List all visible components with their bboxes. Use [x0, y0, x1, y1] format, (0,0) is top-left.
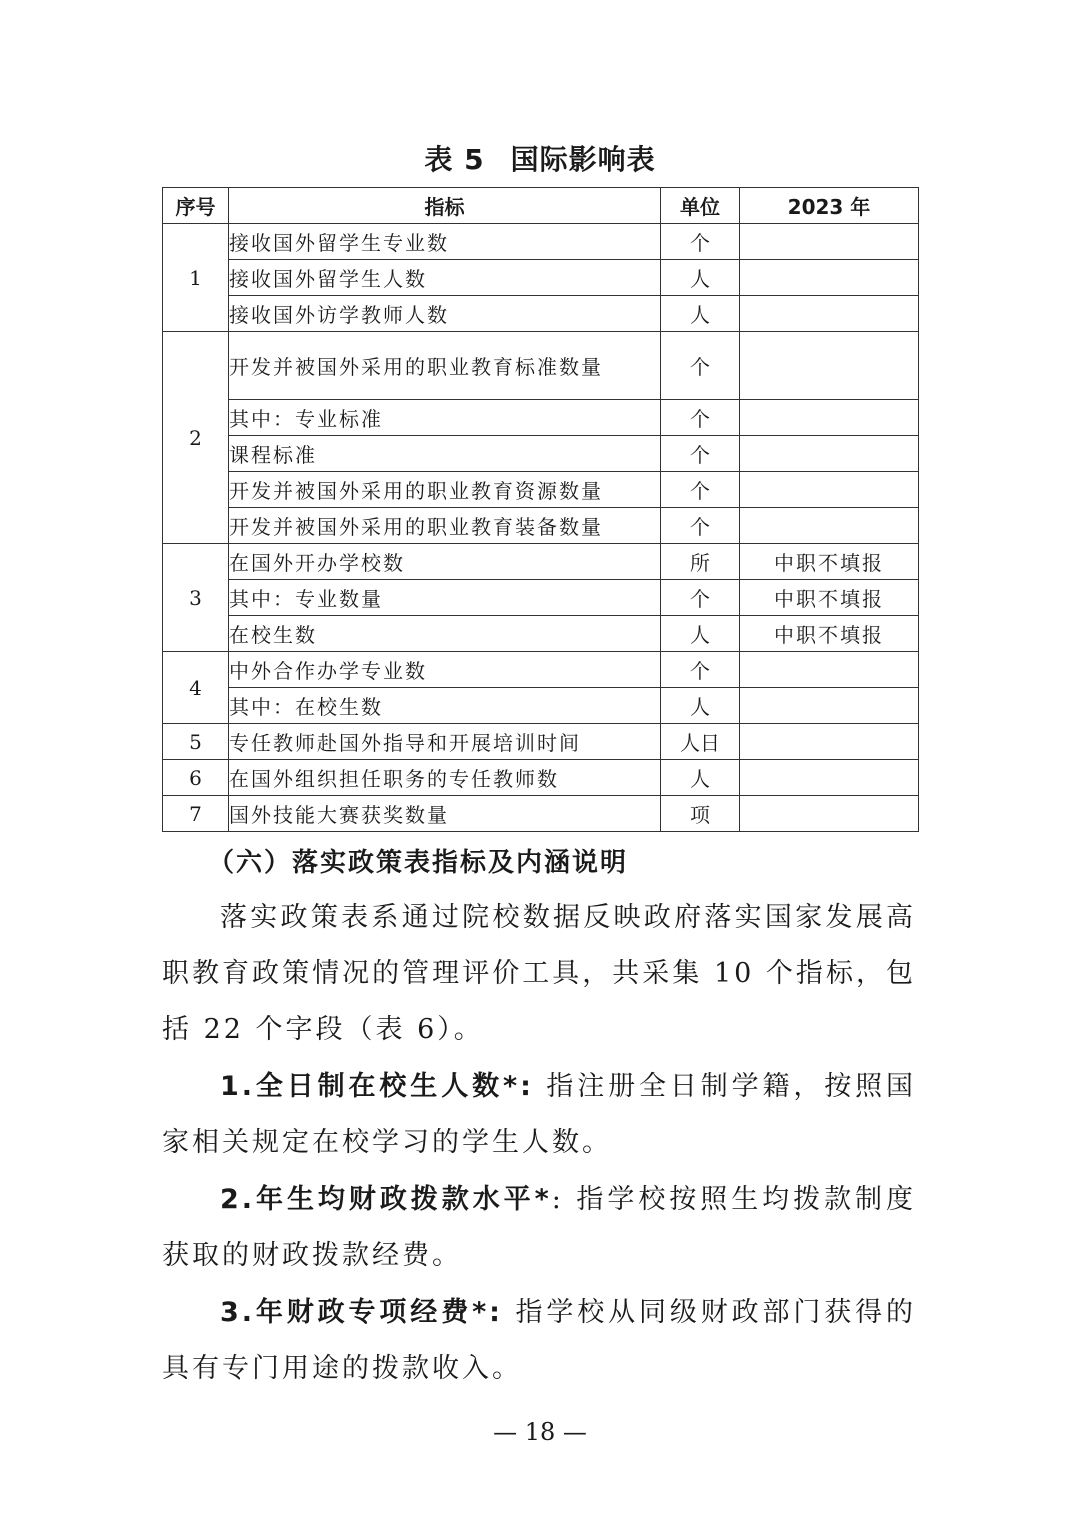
table-row — [163, 224, 919, 260]
indicator-cell: 开发并被国外采用的职业教育资源数量 — [229, 472, 661, 508]
table-row — [163, 580, 919, 616]
indicator-cell: 接收国外留学生专业数 — [229, 224, 661, 260]
unit-cell: 项 — [661, 796, 740, 832]
value-cell — [740, 688, 919, 724]
value-cell — [740, 400, 919, 436]
header-index: 序号 — [163, 188, 229, 224]
row-number: 3 — [163, 544, 229, 652]
definition-text: 指学校从同级财政部门获得的具有专门用途的拨款收入。 — [162, 1297, 916, 1384]
indicator-cell: 中外合作办学专业数 — [229, 652, 661, 688]
table-row — [163, 724, 919, 760]
table-row — [163, 436, 919, 472]
table-row — [163, 400, 919, 436]
indicator-cell: 接收国外访学教师人数 — [229, 296, 661, 332]
table-row — [163, 688, 919, 724]
unit-cell: 人 — [661, 616, 740, 652]
table-row — [163, 508, 919, 544]
definition-term: 1.全日制在校生人数*: — [220, 1071, 534, 1102]
unit-cell: 人 — [661, 760, 740, 796]
definition-paragraph — [162, 1285, 916, 1397]
indicator-cell: 在国外开办学校数 — [229, 544, 661, 580]
unit-cell: 所 — [661, 544, 740, 580]
row-number: 5 — [163, 724, 229, 760]
indicator-cell: 其中：专业数量 — [229, 580, 661, 616]
table-row — [163, 796, 919, 832]
value-cell: 中职不填报 — [740, 580, 919, 616]
definition-text: : 指学校按照生均拨款制度获取的财政拨款经费。 — [162, 1184, 916, 1271]
value-cell — [740, 296, 919, 332]
row-number: 6 — [163, 760, 229, 796]
header-year: 2023 年 — [740, 188, 919, 224]
indicator-cell: 其中：专业标准 — [229, 400, 661, 436]
value-cell — [740, 436, 919, 472]
header-indicator: 指标 — [229, 188, 661, 224]
page-number: — 18 — — [493, 1418, 587, 1446]
table-row — [163, 296, 919, 332]
table-row — [163, 332, 919, 400]
table-row — [163, 472, 919, 508]
unit-cell: 人 — [661, 260, 740, 296]
definition-text: 指注册全日制学籍，按照国家相关规定在校学习的学生人数。 — [162, 1071, 916, 1158]
table-row — [163, 760, 919, 796]
table-header-row — [163, 188, 919, 224]
definition-term: 3.年财政专项经费*: — [220, 1297, 503, 1328]
unit-cell: 个 — [661, 436, 740, 472]
indicator-cell: 开发并被国外采用的职业教育装备数量 — [229, 508, 661, 544]
indicator-cell: 课程标准 — [229, 436, 661, 472]
international-influence-table — [162, 187, 919, 832]
header-unit: 单位 — [661, 188, 740, 224]
row-number: 4 — [163, 652, 229, 724]
unit-cell: 人 — [661, 296, 740, 332]
indicator-cell: 开发并被国外采用的职业教育标准数量 — [229, 332, 661, 400]
row-number: 2 — [163, 332, 229, 544]
value-cell — [740, 332, 919, 400]
value-cell: 中职不填报 — [740, 616, 919, 652]
unit-cell: 个 — [661, 652, 740, 688]
table-row — [163, 652, 919, 688]
section-heading: （六）落实政策表指标及内涵说明 — [208, 848, 629, 878]
value-cell — [740, 260, 919, 296]
value-cell — [740, 724, 919, 760]
unit-cell: 个 — [661, 224, 740, 260]
unit-cell: 个 — [661, 400, 740, 436]
value-cell — [740, 652, 919, 688]
row-number: 7 — [163, 796, 229, 832]
unit-cell: 个 — [661, 472, 740, 508]
indicator-cell: 国外技能大赛获奖数量 — [229, 796, 661, 832]
indicator-cell: 其中：在校生数 — [229, 688, 661, 724]
unit-cell: 个 — [661, 332, 740, 400]
definition-paragraph — [162, 1172, 916, 1284]
definition-term: 2.年生均财政拨款水平* — [220, 1184, 552, 1215]
intro-paragraph: 落实政策表系通过院校数据反映政府落实国家发展高职教育政策情况的管理评价工具，共采集 10 个指标，包括 22 个字段（表 6）。 — [162, 902, 916, 1045]
unit-cell: 个 — [661, 580, 740, 616]
unit-cell: 人日 — [661, 724, 740, 760]
indicator-cell: 在国外组织担任职务的专任教师数 — [229, 760, 661, 796]
unit-cell: 个 — [661, 508, 740, 544]
table-row — [163, 544, 919, 580]
value-cell — [740, 760, 919, 796]
definition-paragraph — [162, 1059, 916, 1171]
indicator-cell: 接收国外留学生人数 — [229, 260, 661, 296]
indicator-cell: 专任教师赴国外指导和开展培训时间 — [229, 724, 661, 760]
table-label: 表 5 — [424, 143, 485, 176]
table-title — [0, 138, 1080, 178]
row-number: 1 — [163, 224, 229, 332]
indicator-cell: 在校生数 — [229, 616, 661, 652]
table-row — [163, 616, 919, 652]
value-cell — [740, 472, 919, 508]
value-cell — [740, 796, 919, 832]
unit-cell: 人 — [661, 688, 740, 724]
value-cell: 中职不填报 — [740, 544, 919, 580]
value-cell — [740, 224, 919, 260]
table-name: 国际影响表 — [510, 143, 656, 176]
table-row — [163, 260, 919, 296]
value-cell — [740, 508, 919, 544]
